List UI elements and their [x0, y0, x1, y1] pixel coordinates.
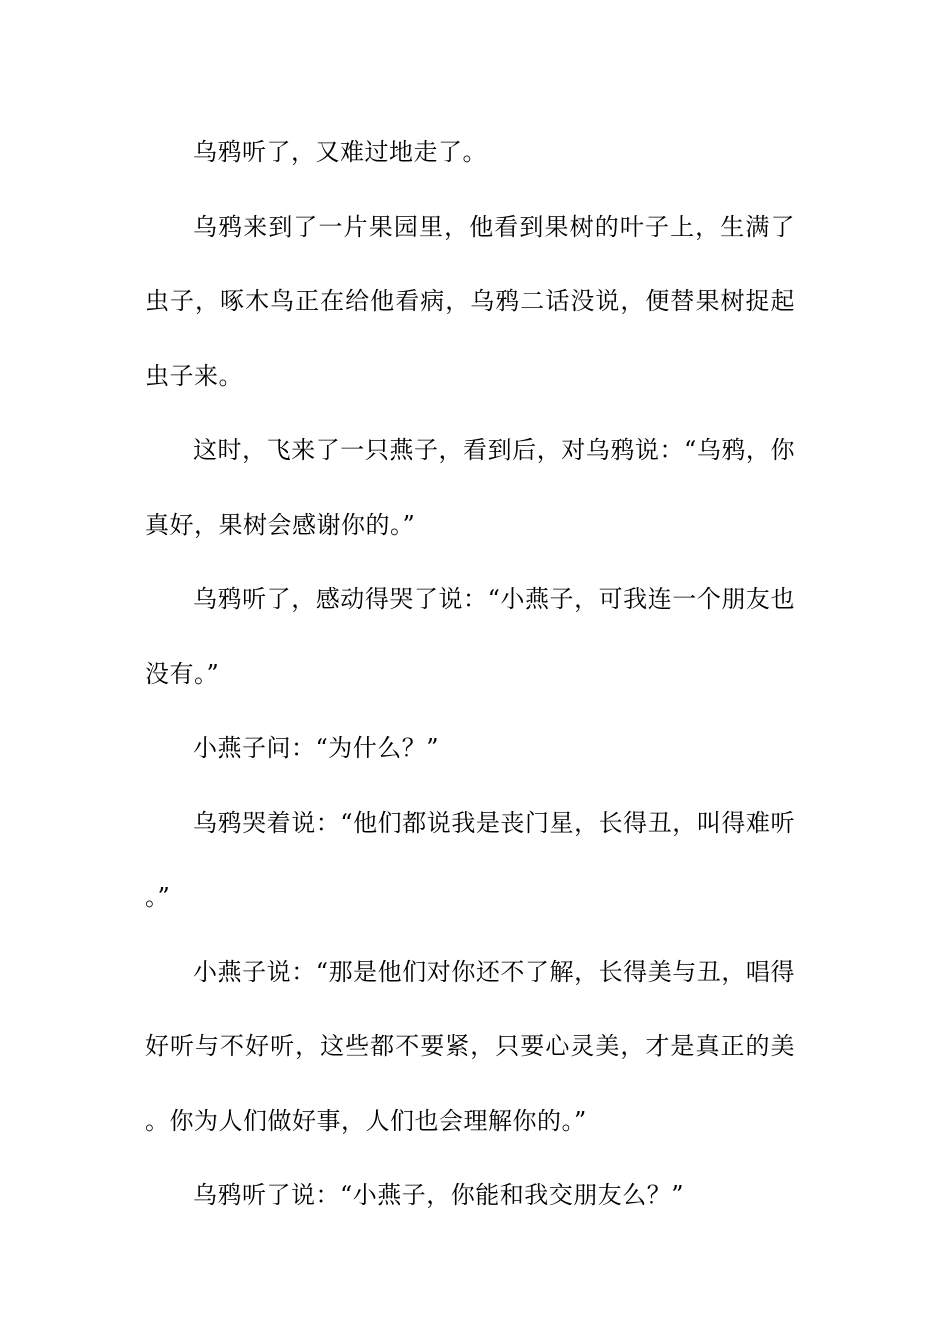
paragraph-8: 乌鸦听了说：“小燕子，你能和我交朋友么？”	[193, 1181, 685, 1209]
paragraph-2: 乌鸦来到了一片果园里，他看到果树的叶子上，生满了虫子，啄木鸟正在给他看病，乌鸦二话没说，便替果树捉起虫子来。	[145, 212, 795, 390]
document-page	[145, 115, 795, 1233]
paragraph-5: 小燕子问：“为什么？”	[193, 734, 440, 762]
paragraph-3: 这时，飞来了一只燕子，看到后，对乌鸦说：“乌鸦，你真好，果树会感谢你的。”	[145, 436, 795, 539]
paragraph-1: 乌鸦听了，又难过地走了。	[193, 138, 487, 166]
paragraph-7: 小燕子说：“那是他们对你还不了解，长得美与丑，唱得好听与不好听，这些都不要紧，只要心灵美，才是真正的美。你为人们做好事，人们也会理解你的。”	[145, 957, 795, 1135]
paragraph-6: 乌鸦哭着说：“他们都说我是丧门星，长得丑，叫得难听。”	[145, 808, 795, 911]
paragraph-4: 乌鸦听了，感动得哭了说：“小燕子，可我连一个朋友也没有。”	[145, 585, 795, 688]
